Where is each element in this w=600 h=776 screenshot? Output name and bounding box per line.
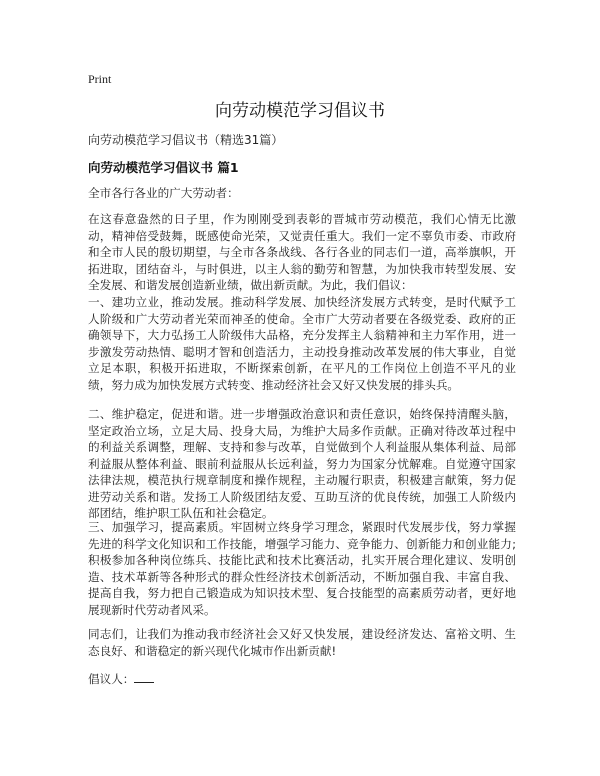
- page-title: 向劳动模范学习倡议书: [215, 101, 385, 121]
- paragraph-intro: 在这春意盎然的日子里，作为刚刚受到表彰的晋城市劳动模范，我们心情无比激动，精神倍受鼓舞，既感使命光荣，又觉责任重大。我们一定不辜负市委、市政府和全市人民的殷切期望，与全市各条战线、各行各业的同志们一道，高举旗帜，开拓进取，团结奋斗，与时俱进，以主人翁的勤劳和智慧，为加快我市转型发展、安全发展、和谐发展创造新业绩，做出新贡献。为此，我们倡议：: [88, 212, 516, 292]
- greeting-line: 全市各行各业的广大劳动者：: [88, 186, 239, 200]
- print-link[interactable]: Print: [88, 72, 112, 86]
- paragraph-stability: 二、维护稳定，促进和谐。进一步增强政治意识和责任意识，始终保持清醒头脑，坚定政治立场，立足大局、投身大局，为维护大局多作贡献。正确对待改革过程中的利益关系调整，理解、支持和参与改革，自觉做到个人利益服从集体利益、局部利益服从整体利益、眼前利益服从长远利益，努力为国家分忧解难。自觉遵守国家法律法规，模范执行规章制度和操作规程，主动履行职责，积极建言献策，努力促进劳动关系和谐。发扬工人阶级团结友爱、互助互济的优良传统，加强工人阶级内部团结，维护职工队伍和社会稳定。: [88, 407, 516, 520]
- document-subtitle: 向劳动模范学习倡议书（精选31篇）: [88, 133, 284, 147]
- signature-label: 倡议人：: [88, 672, 135, 686]
- signature-blank: [134, 670, 154, 683]
- signature-line: [88, 670, 516, 688]
- paragraph-learning: 三、加强学习，提高素质。牢固树立终身学习理念，紧跟时代发展步伐，努力掌握先进的科学文化知识和工作技能，增强学习能力、竞争能力、创新能力和创业能力;积极参加各种岗位练兵、技能比武和技术比赛活动，扎实开展合理化建议、发明创造、技术革新等各种形式的群众性经济技术创新活动，不断加强自我、丰富自我、提高自我，努力把自己锻造成为知识技术型、复合技能型的高素质劳动者，更好地展现新时代劳动者风采。: [88, 520, 516, 617]
- paragraph-closing: 同志们，让我们为推动我市经济社会又好又快发展，建设经济发达、富裕文明、生态良好、和谐稳定的新兴现代化城市作出新贡献!: [88, 627, 516, 658]
- section-heading: 向劳动模范学习倡议书 篇1: [88, 160, 239, 175]
- paragraph-development: 一、建功立业，推动发展。推动科学发展、加快经济发展方式转变，是时代赋予工人阶级和广大劳动者光荣而神圣的使命。全市广大劳动者要在各级党委、政府的正确领导下，大力弘扬工人阶级伟大品格，充分发挥主人翁精神和主力军作用，进一步激发劳动热情、聪明才智和创造活力，主动投身推动改革发展的伟大事业，自觉立足本职，积极开拓进取，不断探索创新，在平凡的工作岗位上创造不平凡的业绩，努力成为加快发展方式转变、推动经济社会又好又快发展的排头兵。: [88, 295, 516, 392]
